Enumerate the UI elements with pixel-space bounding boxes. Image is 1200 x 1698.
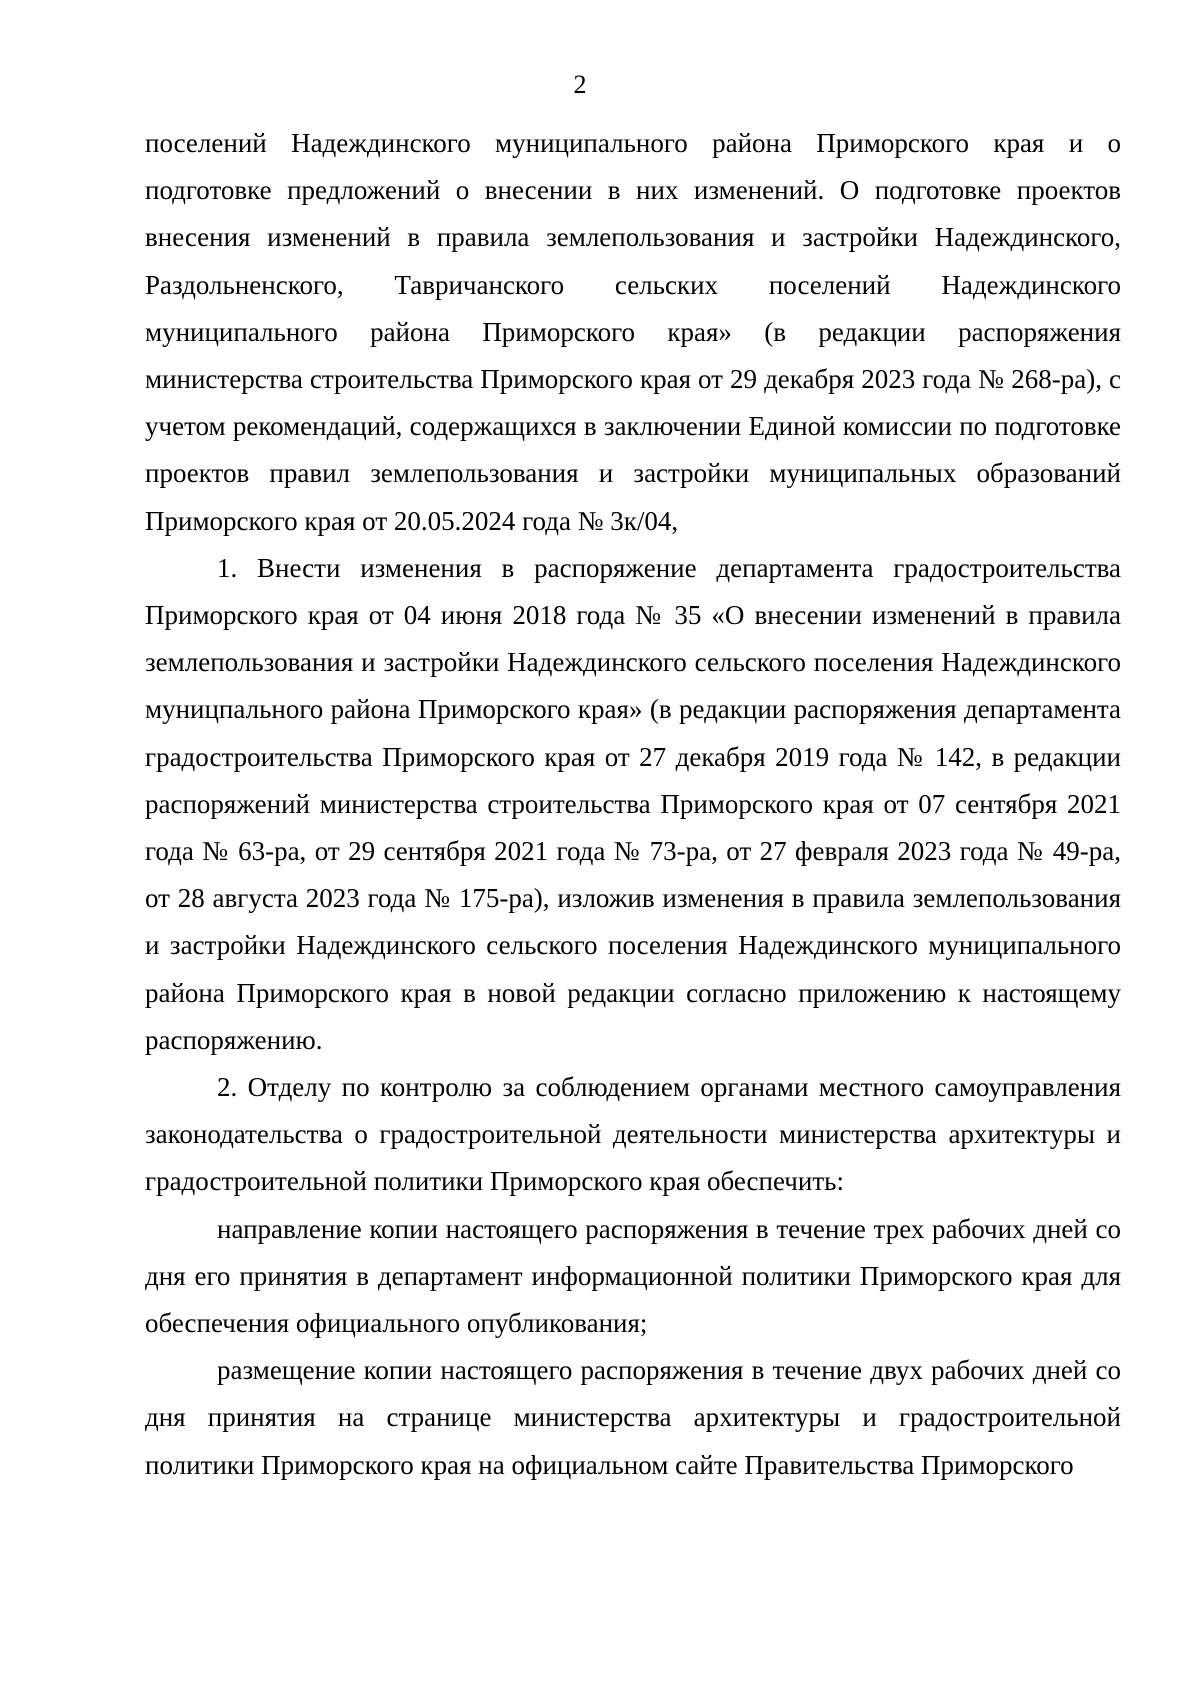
page-number: 2 (573, 70, 587, 99)
paragraph-subitem-website: размещение копии настоящего распоряжения в течение двух рабочих дней со дня принятия на странице министерства архитектуры и градостроительной политики Приморского края на официальном сайте Правительства Приморского (145, 1355, 1121, 1480)
paragraph-subitem-publication: направление копии настоящего распоряжения в течение трех рабочих дней со дня его принятия в департамент информационной политики Приморского края для обеспечения официального опубликования; (145, 1213, 1121, 1339)
paragraph-preamble: поселений Надеждинского муниципального района Приморского края и о подготовке предложений о внесении в них изменений. О подготовке проектов внесения изменений в правила землепользования и застройки Надеждинского, Раздольненского, Тавричанского сельских поселений Надеждинского муниципального района Приморского края» (в редакции распоряжения министерства строительства Приморского края от 29 декабря 2023 года № 268-ра), с учетом рекомендаций, содержащихся в заключении Единой комиссии по подготовке проектов правил землепользования и застройки муниципальных образований Приморского края от 20.05.2024 года № 3к/04, (145, 128, 1121, 536)
document-body (145, 120, 1121, 1489)
paragraph-item-2: 2. Отделу по контролю за соблюдением органами местного самоуправления законодательства о градостроительной деятельности министерства архитектуры и градостроительной политики Приморского края обеспечить: (145, 1072, 1121, 1197)
paragraph-item-1: 1. Внести изменения в распоряжение департамента градостроительства Приморского края от 04 июня 2018 года № 35 «О внесении изменений в правила землепользования и застройки Надеждинского сельского поселения Надеждинского муницпального района Приморского края» (в редакции распоряжения департамента градостроительства Приморского края от 27 декабря 2019 года № 142, в редакции распоряжений министерства строительства Приморского края от 07 сентября 2021 года № 63-ра, от 29 сентября 2021 года № 73-ра, от 27 февраля 2023 года № 49-ра, от 28 августа 2023 года № 175-ра), изложив изменения в правила землепользования и застройки Надеждинского сельского поселения Надеждинского муниципального района Приморского края в новой редакции согласно приложению к настоящему распоряжению. (145, 552, 1121, 1055)
